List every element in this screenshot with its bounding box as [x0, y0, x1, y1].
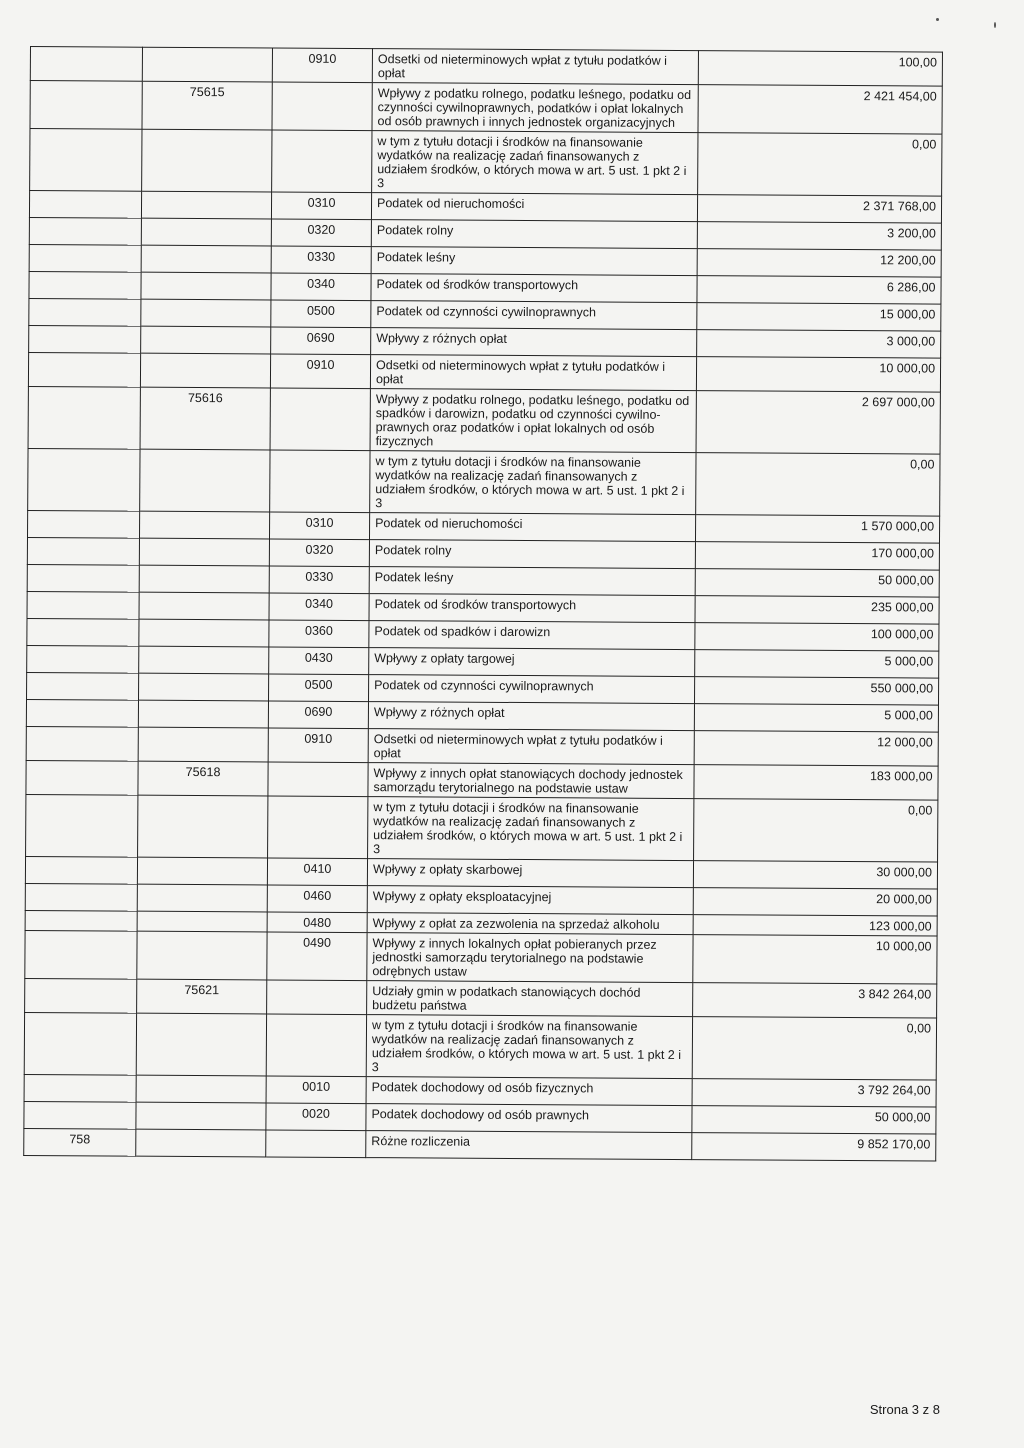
amount-cell: 2 697 000,00 — [696, 391, 940, 454]
item-name-cell: Podatek od czynności cywilnoprawnych — [369, 675, 695, 704]
item-name-cell: Podatek leśny — [369, 567, 695, 596]
amount-cell: 0,00 — [694, 799, 938, 862]
budget-income-table — [23, 46, 943, 1162]
dzial-cell — [27, 672, 139, 700]
amount-cell: 10 000,00 — [696, 357, 940, 392]
dzial-cell — [27, 564, 139, 592]
dzial-cell — [27, 618, 139, 646]
table-row — [25, 978, 937, 1018]
amount-cell: 170 000,00 — [695, 542, 939, 570]
paragraf-cell: 0910 — [270, 354, 370, 389]
paragraf-cell — [267, 980, 367, 1015]
paragraf-cell: 0320 — [271, 219, 371, 247]
dzial-cell — [29, 217, 141, 245]
scan-speck — [936, 18, 939, 21]
dzial-cell — [30, 129, 142, 192]
item-name-cell: Odsetki od nieterminowych wpłat z tytułu podatków i opłat — [370, 355, 696, 391]
rozdzial-cell — [139, 673, 269, 701]
rozdzial-cell — [141, 272, 271, 300]
rozdzial-cell: 75618 — [138, 761, 268, 796]
paragraf-cell — [272, 82, 372, 131]
paragraf-cell: 0340 — [271, 273, 371, 301]
item-name-cell: Wpływy z opłaty skarbowej — [367, 859, 693, 888]
paragraf-cell: 0500 — [271, 300, 371, 328]
amount-cell: 550 000,00 — [694, 677, 938, 705]
rozdzial-cell: 75621 — [137, 979, 267, 1014]
table-row — [24, 1012, 936, 1080]
document-page — [23, 46, 942, 1162]
item-name-cell: Wpływy z różnych opłat — [371, 328, 697, 357]
paragraf-cell — [272, 130, 372, 193]
amount-cell: 5 000,00 — [695, 650, 939, 678]
item-name-cell: Wpływy z różnych opłat — [368, 702, 694, 731]
item-name-cell: Podatek rolny — [371, 220, 697, 249]
rozdzial-cell — [139, 565, 269, 593]
rozdzial-cell — [141, 326, 271, 354]
item-name-cell: Podatek dochodowy od osób fizycznych — [366, 1077, 692, 1106]
rozdzial-cell — [142, 47, 272, 82]
dzial-cell — [29, 271, 141, 299]
table-row — [24, 1128, 936, 1161]
rozdzial-cell — [136, 1129, 266, 1157]
rozdzial-cell — [142, 129, 272, 192]
paragraf-cell: 0500 — [269, 674, 369, 702]
paragraf-cell — [268, 762, 368, 797]
rozdzial-cell — [139, 538, 269, 566]
paragraf-cell: 0410 — [267, 858, 367, 886]
rozdzial-cell — [136, 1013, 266, 1076]
table-body — [24, 47, 943, 1162]
paragraf-cell — [266, 1130, 366, 1158]
dzial-cell — [26, 699, 138, 727]
amount-cell: 3 792 264,00 — [692, 1079, 936, 1107]
paragraf-cell: 0330 — [271, 246, 371, 274]
dzial-cell — [29, 325, 141, 353]
paragraf-cell: 0340 — [269, 593, 369, 621]
dzial-cell — [29, 298, 141, 326]
dzial-cell — [26, 794, 138, 857]
dzial-cell — [25, 856, 137, 884]
item-name-cell: Odsetki od nieterminowych wpłat z tytułu podatków i opłat — [368, 729, 694, 765]
table-row — [28, 448, 940, 516]
paragraf-cell: 0310 — [269, 512, 369, 540]
table-row — [26, 794, 938, 862]
paragraf-cell — [266, 1014, 366, 1077]
table-row — [26, 726, 938, 766]
dzial-cell — [27, 537, 139, 565]
paragraf-cell: 0310 — [271, 192, 371, 220]
amount-cell: 3 000,00 — [697, 330, 941, 358]
rozdzial-cell — [141, 218, 271, 246]
paragraf-cell: 0490 — [267, 932, 367, 981]
rozdzial-cell — [141, 299, 271, 327]
amount-cell: 9 852 170,00 — [692, 1133, 936, 1161]
item-name-cell: Wpływy z opłat za zezwolenia na sprzedaż alkoholu — [367, 913, 693, 935]
rozdzial-cell — [137, 884, 267, 912]
dzial-cell — [30, 81, 142, 130]
dzial-cell — [30, 47, 142, 82]
dzial-cell — [24, 1074, 136, 1102]
rozdzial-cell — [136, 1075, 266, 1103]
dzial-cell — [28, 448, 140, 511]
dzial-cell — [26, 726, 138, 761]
item-name-cell: Podatek od nieruchomości — [371, 193, 697, 222]
amount-cell: 235 000,00 — [695, 596, 939, 624]
rozdzial-cell — [138, 727, 268, 762]
table-row — [30, 81, 942, 135]
rozdzial-cell: 75615 — [142, 81, 272, 130]
amount-cell: 2 421 454,00 — [698, 85, 942, 134]
dzial-cell — [25, 883, 137, 911]
amount-cell: 0,00 — [698, 133, 942, 196]
paragraf-cell: 0910 — [272, 48, 372, 83]
item-name-cell: Wpływy z opłaty eksploatacyjnej — [367, 886, 693, 915]
item-name-cell: Podatek od środków transportowych — [371, 274, 697, 303]
paragraf-cell: 0460 — [267, 885, 367, 913]
rozdzial-cell — [139, 646, 269, 674]
item-name-cell: Podatek od nieruchomości — [369, 513, 695, 542]
dzial-cell — [24, 1101, 136, 1129]
rozdzial-cell — [140, 353, 270, 388]
paragraf-cell: 0690 — [268, 701, 368, 729]
item-name-cell: Podatek od środków transportowych — [369, 594, 695, 623]
table-row — [28, 352, 940, 392]
item-name-cell: Wpływy z opłaty targowej — [369, 648, 695, 677]
rozdzial-cell — [138, 700, 268, 728]
dzial-cell — [27, 510, 139, 538]
dzial-cell — [26, 760, 138, 795]
amount-cell: 6 286,00 — [697, 276, 941, 304]
amount-cell: 183 000,00 — [694, 765, 938, 800]
amount-cell: 3 842 264,00 — [693, 983, 937, 1018]
item-name-cell: w tym z tytułu dotacji i środków na finansowanie wydatków na realizację zadań finansowanych z udziałem środków, o których mowa w art. 5 ust. 1 pkt 2 i 3 — [372, 131, 698, 195]
dzial-cell — [28, 386, 140, 449]
amount-cell: 100 000,00 — [695, 623, 939, 651]
rozdzial-cell — [141, 245, 271, 273]
rozdzial-cell — [140, 449, 270, 512]
dzial-cell — [27, 645, 139, 673]
rozdzial-cell — [139, 592, 269, 620]
paragraf-cell: 0010 — [266, 1076, 366, 1104]
item-name-cell: w tym z tytułu dotacji i środków na finansowanie wydatków na realizację zadań finansowanych z udziałem środków, o których mowa w art. 5 ust. 1 pkt 2 i 3 — [366, 1015, 692, 1079]
dzial-cell — [25, 978, 137, 1013]
paragraf-cell: 0480 — [267, 912, 367, 933]
item-name-cell: Udziały gmin w podatkach stanowiących dochód budżetu państwa — [367, 981, 693, 1017]
amount-cell: 15 000,00 — [697, 303, 941, 331]
item-name-cell: Podatek rolny — [369, 540, 695, 569]
amount-cell: 50 000,00 — [695, 569, 939, 597]
paragraf-cell — [270, 450, 370, 513]
rozdzial-cell: 75616 — [140, 387, 270, 450]
item-name-cell: Podatek od czynności cywilnoprawnych — [371, 301, 697, 330]
dzial-cell — [25, 910, 137, 931]
table-row — [30, 47, 942, 87]
amount-cell: 12 200,00 — [697, 249, 941, 277]
scan-speck — [994, 22, 996, 28]
table-row — [30, 129, 942, 197]
rozdzial-cell — [136, 1102, 266, 1130]
amount-cell: 50 000,00 — [692, 1106, 936, 1134]
item-name-cell: w tym z tytułu dotacji i środków na finansowanie wydatków na realizację zadań finansowanych z udziałem środków, o których mowa w art. 5 ust. 1 pkt 2 i 3 — [368, 797, 694, 861]
amount-cell: 5 000,00 — [694, 704, 938, 732]
item-name-cell: Wpływy z podatku rolnego, podatku leśnego, podatku od spadków i darowizn, podatku od czynności cywilno-prawnych oraz podatków i opłat lokalnych od osób fizycznych — [370, 389, 696, 453]
item-name-cell: Podatek dochodowy od osób prawnych — [366, 1104, 692, 1133]
table-row — [25, 930, 937, 984]
item-name-cell: w tym z tytułu dotacji i środków na finansowanie wydatków na realizację zadań finansowanych z udziałem środków, o których mowa w art. 5 ust. 1 pkt 2 i 3 — [370, 451, 696, 515]
item-name-cell: Podatek od spadków i darowizn — [369, 621, 695, 650]
item-name-cell: Wpływy z podatku rolnego, podatku leśnego, podatku od czynności cywilnoprawnych, podatków i opłat lokalnych od osób prawnych i innych jednostek organizacyjnych — [372, 83, 698, 133]
dzial-cell — [29, 244, 141, 272]
amount-cell: 30 000,00 — [693, 861, 937, 889]
amount-cell: 12 000,00 — [694, 731, 938, 766]
rozdzial-cell — [137, 857, 267, 885]
item-name-cell: Wpływy z innych opłat stanowiących dochody jednostek samorządu terytorialnego na podstawie ustaw — [368, 763, 694, 799]
paragraf-cell: 0320 — [269, 539, 369, 567]
dzial-cell — [25, 930, 137, 979]
rozdzial-cell — [141, 191, 271, 219]
amount-cell: 100,00 — [698, 51, 942, 86]
page-number: Strona 3 z 8 — [869, 1402, 940, 1417]
paragraf-cell: 0360 — [269, 620, 369, 648]
item-name-cell: Odsetki od nieterminowych wpłat z tytułu podatków i opłat — [372, 49, 698, 85]
rozdzial-cell — [137, 911, 267, 932]
paragraf-cell: 0910 — [268, 728, 368, 763]
item-name-cell: Wpływy z innych lokalnych opłat pobieranych przez jednostki samorządu terytorialnego na podstawie odrębnych ustaw — [367, 933, 693, 983]
dzial-cell — [29, 191, 141, 219]
dzial-cell — [24, 1012, 136, 1075]
table-row — [28, 386, 940, 454]
amount-cell: 1 570 000,00 — [695, 515, 939, 543]
amount-cell: 123 000,00 — [693, 915, 937, 936]
paragraf-cell — [268, 796, 368, 859]
amount-cell: 2 371 768,00 — [697, 195, 941, 223]
paragraf-cell: 0330 — [269, 566, 369, 594]
paragraf-cell — [270, 388, 370, 451]
amount-cell: 0,00 — [692, 1017, 936, 1080]
item-name-cell: Różne rozliczenia — [366, 1131, 692, 1160]
rozdzial-cell — [139, 511, 269, 539]
amount-cell: 3 200,00 — [697, 222, 941, 250]
dzial-cell: 758 — [24, 1128, 136, 1156]
dzial-cell — [28, 352, 140, 387]
rozdzial-cell — [137, 931, 267, 980]
paragraf-cell: 0690 — [271, 327, 371, 355]
dzial-cell — [27, 591, 139, 619]
item-name-cell: Podatek leśny — [371, 247, 697, 276]
rozdzial-cell — [138, 795, 268, 858]
amount-cell: 10 000,00 — [693, 935, 937, 984]
paragraf-cell: 0430 — [269, 647, 369, 675]
rozdzial-cell — [139, 619, 269, 647]
table-row — [26, 760, 938, 800]
paragraf-cell: 0020 — [266, 1103, 366, 1131]
amount-cell: 0,00 — [696, 453, 940, 516]
amount-cell: 20 000,00 — [693, 888, 937, 916]
